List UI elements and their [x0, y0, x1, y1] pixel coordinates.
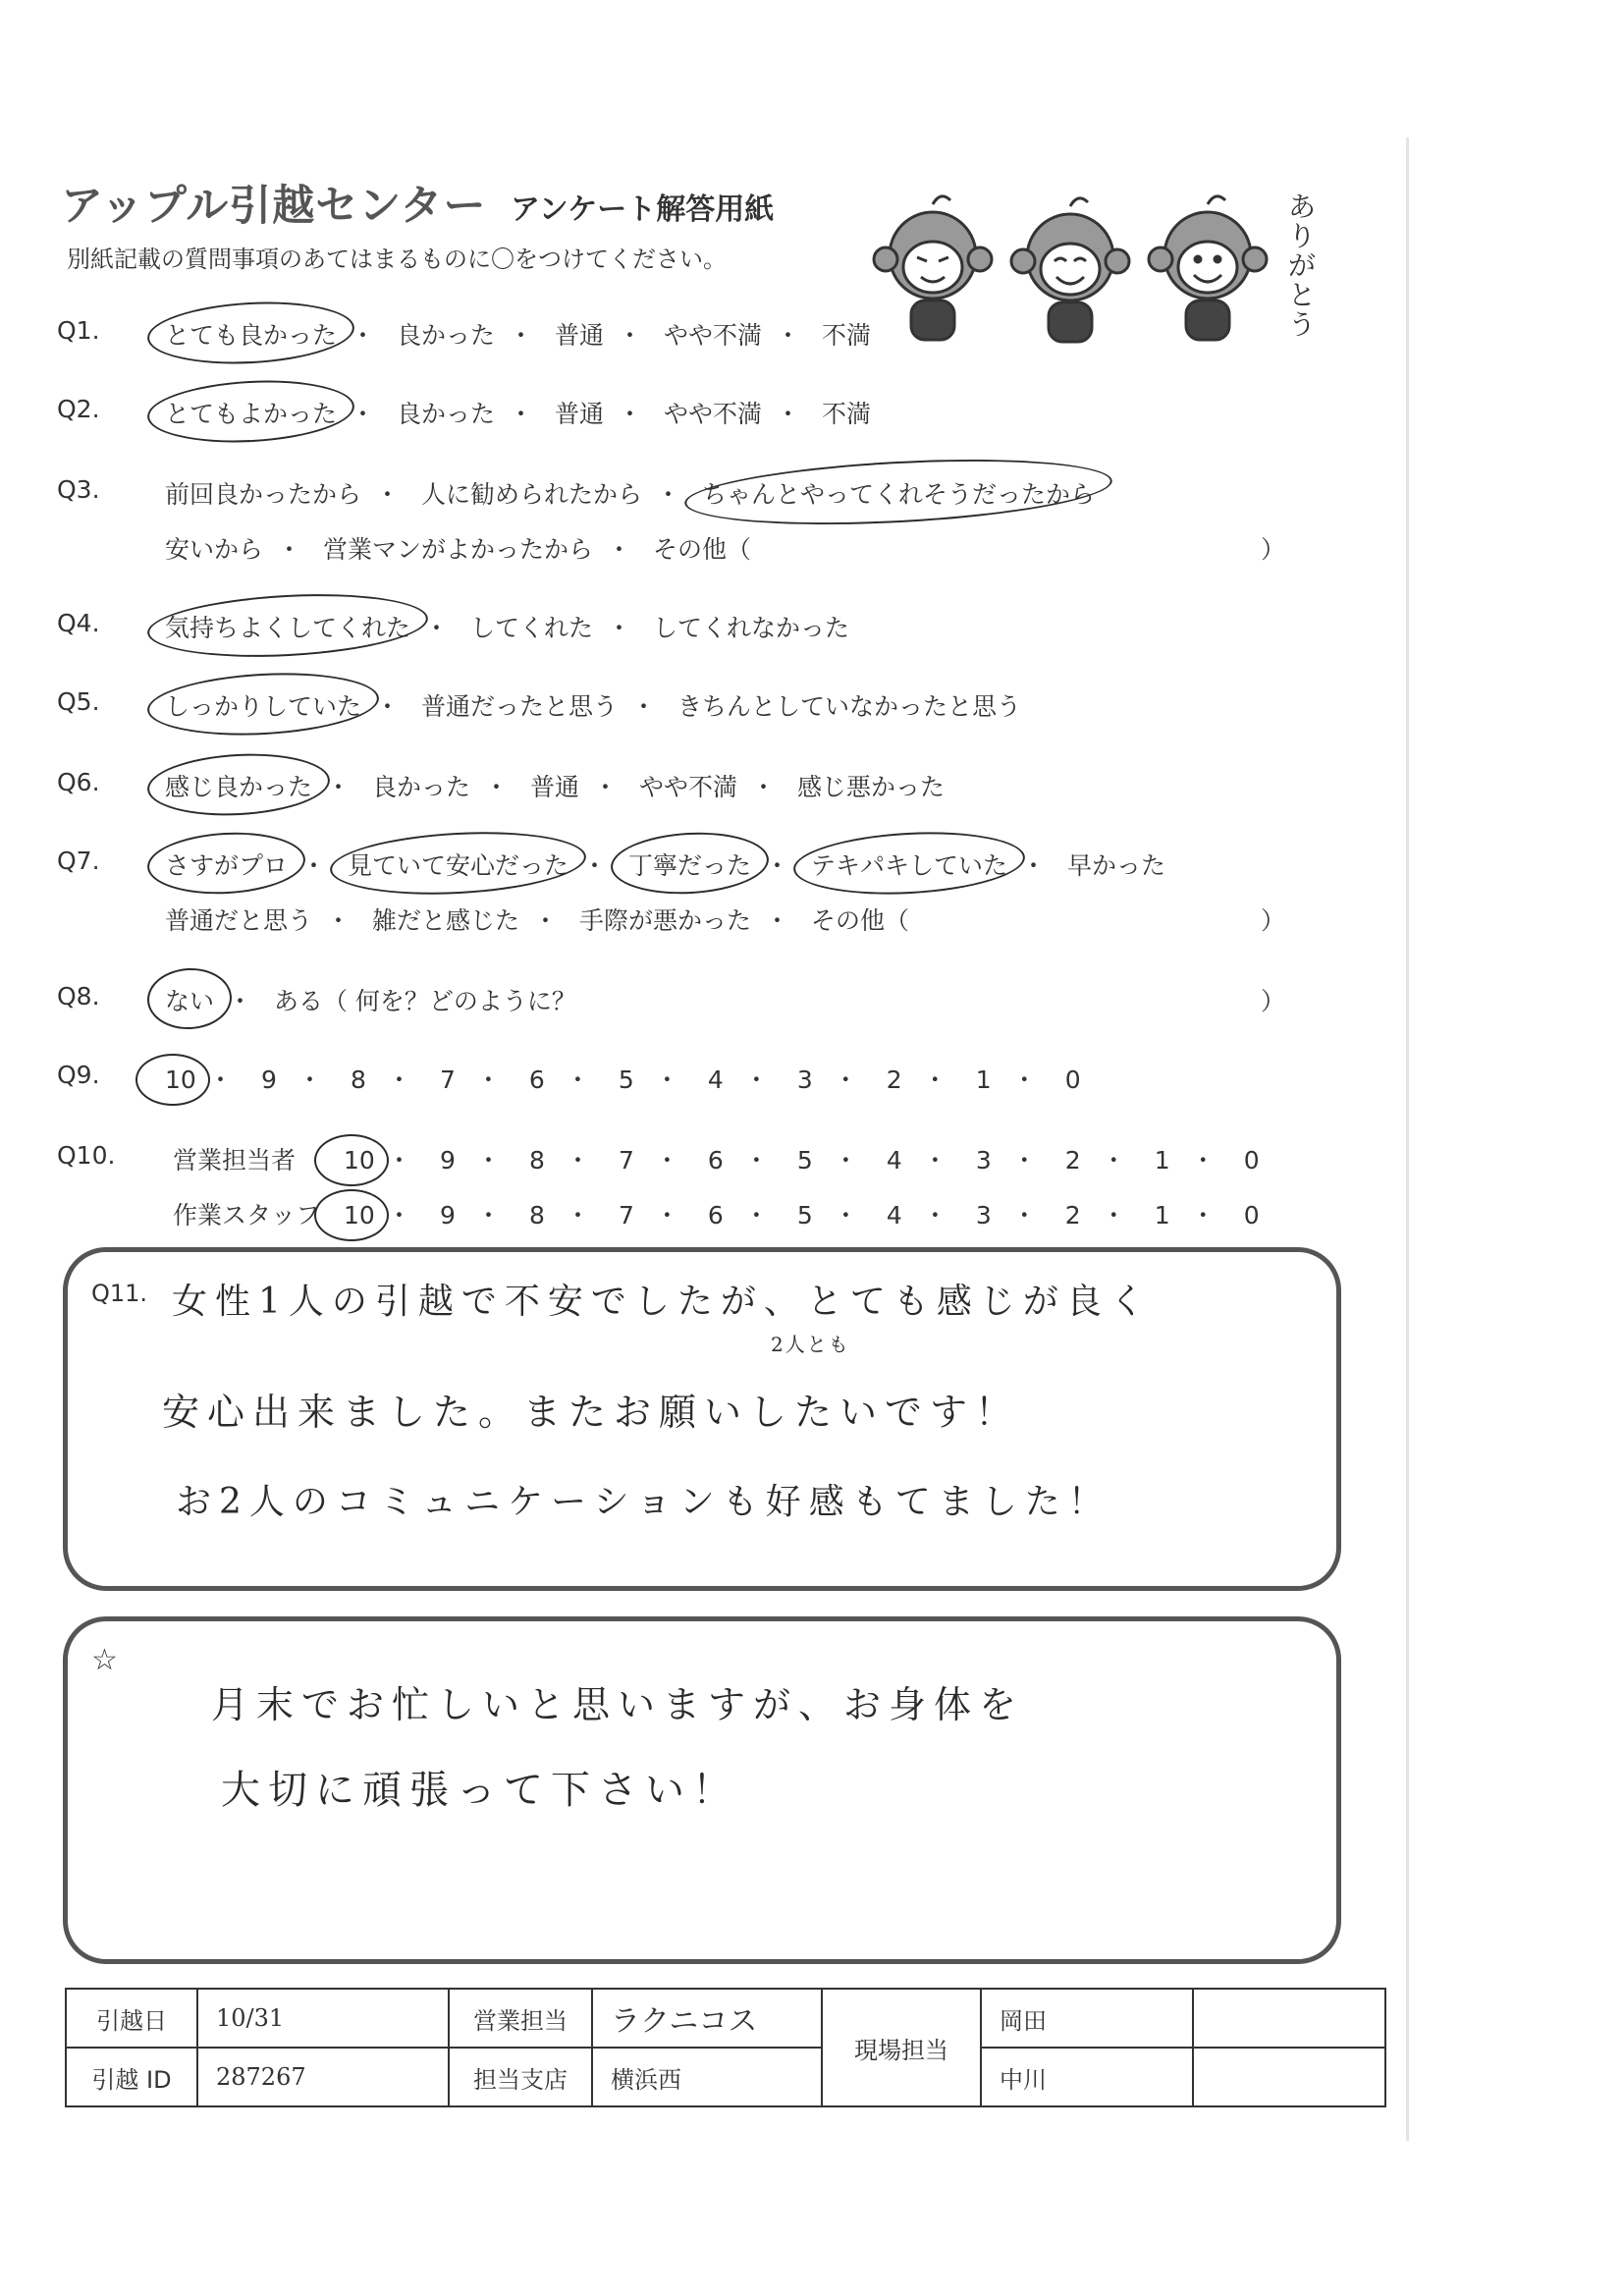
q6-option-3[interactable]: 普通 [529, 773, 579, 801]
q5-option-1[interactable]: しっかりしていた [165, 687, 361, 723]
site-extra-cell-2[interactable] [1193, 2048, 1385, 2106]
q3-options-line1: 前回良かったから ・ 人に勧められたから ・ ちゃんとやってくれそうだったから [165, 475, 1095, 511]
site-extra-cell-1[interactable] [1193, 1989, 1385, 2048]
q1-option-2[interactable]: 良かった [396, 321, 495, 350]
q10-staff-score-6[interactable]: 6 [707, 1201, 724, 1230]
q10-staff-score-8[interactable]: 8 [528, 1201, 545, 1230]
q4-options: 気持ちよくしてくれた ・ してくれた ・ してくれなかった [165, 609, 849, 644]
company-title: アップル引越センター [61, 182, 487, 231]
star-handwritten-line2: 大切に頑張って下さい！ [221, 1768, 739, 1813]
move-id-value[interactable]: 287267 [197, 2048, 449, 2106]
q8-options: ない ・ ある（ 何を？どのように？ [165, 982, 576, 1017]
q10-staff-score-0[interactable]: 0 [1243, 1201, 1260, 1230]
q9-score-5[interactable]: 5 [618, 1066, 634, 1094]
q11-handwritten-insert: 2人とも [771, 1333, 850, 1356]
q8-option-1[interactable]: ない [165, 982, 214, 1017]
q1-option-4[interactable]: やや不満 [663, 321, 762, 350]
q7-option-2[interactable]: 見ていて安心だった [348, 847, 568, 882]
site-label: 現場担当 [822, 1989, 981, 2106]
q10-sales-score-7[interactable]: 7 [618, 1146, 634, 1175]
move-date-value[interactable]: 10/31 [197, 1989, 449, 2048]
q11-comment-box[interactable] [63, 1247, 1341, 1591]
star-comment-box[interactable] [63, 1616, 1341, 1964]
q11-label: Q11. [91, 1280, 148, 1307]
q10-sales-score-2[interactable]: 2 [1064, 1146, 1081, 1175]
q2-option-4[interactable]: やや不満 [663, 400, 762, 428]
q9-score-9[interactable]: 9 [261, 1066, 277, 1094]
q5-option-3[interactable]: きちんとしていなかったと思う [676, 692, 1021, 721]
q9-score-2[interactable]: 2 [886, 1066, 902, 1094]
q6-option-2[interactable]: 良かった [371, 773, 470, 801]
q9-score-7[interactable]: 7 [439, 1066, 456, 1094]
q3-option-1[interactable]: 前回良かったから [165, 480, 362, 509]
q7-option-1[interactable]: さすがプロ [165, 847, 288, 882]
site-value-1[interactable]: 岡田 [981, 1989, 1193, 2048]
q2-option-2[interactable]: 良かった [396, 400, 495, 428]
q10-staff-score-4[interactable]: 4 [886, 1201, 902, 1230]
q9-score-0[interactable]: 0 [1064, 1066, 1081, 1094]
q1-label: Q1. [57, 316, 100, 345]
q7-option-other[interactable]: その他（ [810, 906, 909, 935]
q1-option-1[interactable]: とても良かった [165, 316, 337, 352]
q1-option-5[interactable]: 不満 [821, 321, 871, 350]
q9-score-10[interactable]: 10 [165, 1066, 196, 1094]
q9-label: Q9. [57, 1061, 100, 1089]
q10-sales-score-0[interactable]: 0 [1243, 1146, 1260, 1175]
q9-scale: 10 ・ 9 ・ 8 ・ 7 ・ 6 ・ 5 ・ 4 ・ 3 ・ 2 ・ 1 ・ 0 [165, 1061, 1088, 1096]
q10-staff-score-5[interactable]: 5 [796, 1201, 813, 1230]
q7-option-3[interactable]: 丁寧だった [628, 847, 751, 882]
q7-option-8[interactable]: 手際が悪かった [578, 906, 751, 935]
branch-value[interactable]: 横浜西 [592, 2048, 822, 2106]
form-title: アンケート解答用紙 [511, 192, 775, 227]
q9-score-3[interactable]: 3 [796, 1066, 813, 1094]
monkey-mascots-illustration [864, 177, 1286, 354]
move-id-label: 引越 ID [66, 2048, 197, 2106]
q4-label: Q4. [57, 609, 100, 637]
q9-score-6[interactable]: 6 [528, 1066, 545, 1094]
q10-sales-scale: 10 ・ 9 ・ 8 ・ 7 ・ 6 ・ 5 ・ 4 ・ 3 ・ 2 ・ 1 ・ 0 [344, 1141, 1267, 1176]
q7-options-line2: 普通だと思う ・ 雑だと感じた ・ 手際が悪かった ・ その他（ [165, 902, 909, 937]
q2-options: とてもよかった ・ 良かった ・ 普通 ・ やや不満 ・ 不満 [165, 395, 871, 430]
q11-handwritten-line2: 安心出来ました。またお願いしたいです！ [162, 1391, 1021, 1434]
q7-option-7[interactable]: 雑だと感じた [371, 906, 519, 935]
q7-options-line1: さすがプロ ・ 見ていて安心だった ・ 丁寧だった ・ テキパキしていた ・ 早かった [165, 847, 1165, 882]
q3-options-line2: 安いから ・ 営業マンがよかったから ・ その他（ [165, 530, 751, 566]
q10-staff-score-3[interactable]: 3 [975, 1201, 992, 1230]
q10-staff-score-2[interactable]: 2 [1064, 1201, 1081, 1230]
q3-close-paren: ） [1261, 535, 1286, 564]
q7-option-6[interactable]: 普通だと思う [165, 906, 313, 935]
q5-option-2[interactable]: 普通だったと思う [420, 692, 618, 721]
q8-option-2[interactable]: ある（ 何を？どのように？ [273, 987, 576, 1015]
q10-sales-score-5[interactable]: 5 [796, 1146, 813, 1175]
q10-staff-scale: 10 ・ 9 ・ 8 ・ 7 ・ 6 ・ 5 ・ 4 ・ 3 ・ 2 ・ 1 ・ 0 [344, 1196, 1267, 1231]
q6-option-4[interactable]: やや不満 [638, 773, 737, 801]
q10-sales-score-1[interactable]: 1 [1154, 1146, 1170, 1175]
q10-staff-score-1[interactable]: 1 [1154, 1201, 1170, 1230]
q4-option-1[interactable]: 気持ちよくしてくれた [165, 609, 410, 644]
q6-option-1[interactable]: 感じ良かった [165, 768, 312, 803]
q3-option-other[interactable]: その他（ [652, 535, 751, 564]
q11-handwritten-line1: 女性1人の引越で不安でしたが、とても感じが良く [172, 1282, 1153, 1322]
q10-sales-score-6[interactable]: 6 [707, 1146, 724, 1175]
q2-option-1[interactable]: とてもよかった [165, 395, 337, 430]
q6-label: Q6. [57, 768, 100, 796]
q7-option-4[interactable]: テキパキしていた [811, 847, 1007, 882]
q4-option-2[interactable]: してくれた [469, 614, 593, 642]
q6-option-5[interactable]: 感じ悪かった [796, 773, 945, 801]
q10-staff-label: 作業スタッフ [173, 1201, 321, 1230]
q3-option-5[interactable]: 営業マンがよかったから [322, 535, 593, 564]
q3-label: Q3. [57, 475, 100, 504]
q2-label: Q2. [57, 395, 100, 423]
q10-sales-score-8[interactable]: 8 [528, 1146, 545, 1175]
site-value-2[interactable]: 中川 [981, 2048, 1193, 2106]
q7-close-paren: ） [1261, 906, 1286, 935]
q5-label: Q5. [57, 687, 100, 716]
branch-label: 担当支店 [449, 2048, 592, 2106]
q7-option-5[interactable]: 早かった [1066, 851, 1165, 880]
q10-sales-score-10[interactable]: 10 [344, 1146, 375, 1175]
q10-sales-score-9[interactable]: 9 [440, 1146, 456, 1175]
q4-option-3[interactable]: してくれなかった [652, 614, 849, 642]
info-table [65, 1988, 1386, 2107]
q10-staff-score-7[interactable]: 7 [618, 1201, 634, 1230]
q9-score-8[interactable]: 8 [350, 1066, 366, 1094]
instruction-text: 別紙記載の質問事項のあてはまるものに〇をつけてください。 [67, 246, 727, 273]
q10-sales-score-3[interactable]: 3 [975, 1146, 992, 1175]
star-icon: ☆ [91, 1643, 118, 1677]
thanks-vertical-text: ありがとう [1288, 191, 1317, 341]
q3-option-4[interactable]: 安いから [165, 535, 264, 564]
sales-value[interactable]: ラクニコス [592, 1989, 822, 2048]
q6-options: 感じ良かった ・ 良かった ・ 普通 ・ やや不満 ・ 感じ悪かった [165, 768, 945, 803]
q10-label: Q10. [57, 1141, 116, 1170]
star-handwritten-line1: 月末でお忙しいと思いますが、お身体を [211, 1683, 1025, 1726]
q10-staff-score-10[interactable]: 10 [344, 1201, 375, 1230]
move-date-label: 引越日 [66, 1989, 197, 2048]
q1-options: とても良かった ・ 良かった ・ 普通 ・ やや不満 ・ 不満 [165, 316, 871, 352]
sales-label: 営業担当 [449, 1989, 592, 2048]
q2-option-3[interactable]: 普通 [554, 400, 604, 428]
q10-sales-score-4[interactable]: 4 [886, 1146, 902, 1175]
q2-option-5[interactable]: 不満 [821, 400, 871, 428]
q8-close-paren: ） [1261, 987, 1286, 1015]
q3-option-3[interactable]: ちゃんとやってくれそうだったから [702, 475, 1095, 511]
q10-sales-label: 営業担当者 [173, 1146, 297, 1175]
q9-score-1[interactable]: 1 [975, 1066, 992, 1094]
q1-option-3[interactable]: 普通 [554, 321, 604, 350]
q11-handwritten-line3: お2人のコミュニケーションも好感もてました！ [176, 1482, 1111, 1522]
q8-label: Q8. [57, 982, 100, 1011]
q9-score-4[interactable]: 4 [707, 1066, 724, 1094]
q5-options: しっかりしていた ・ 普通だったと思う ・ きちんとしていなかったと思う [165, 687, 1021, 723]
page-edge-shadow [1406, 137, 1409, 2141]
q3-option-2[interactable]: 人に勧められたから [420, 480, 642, 509]
q7-label: Q7. [57, 847, 100, 875]
q10-staff-score-9[interactable]: 9 [440, 1201, 456, 1230]
